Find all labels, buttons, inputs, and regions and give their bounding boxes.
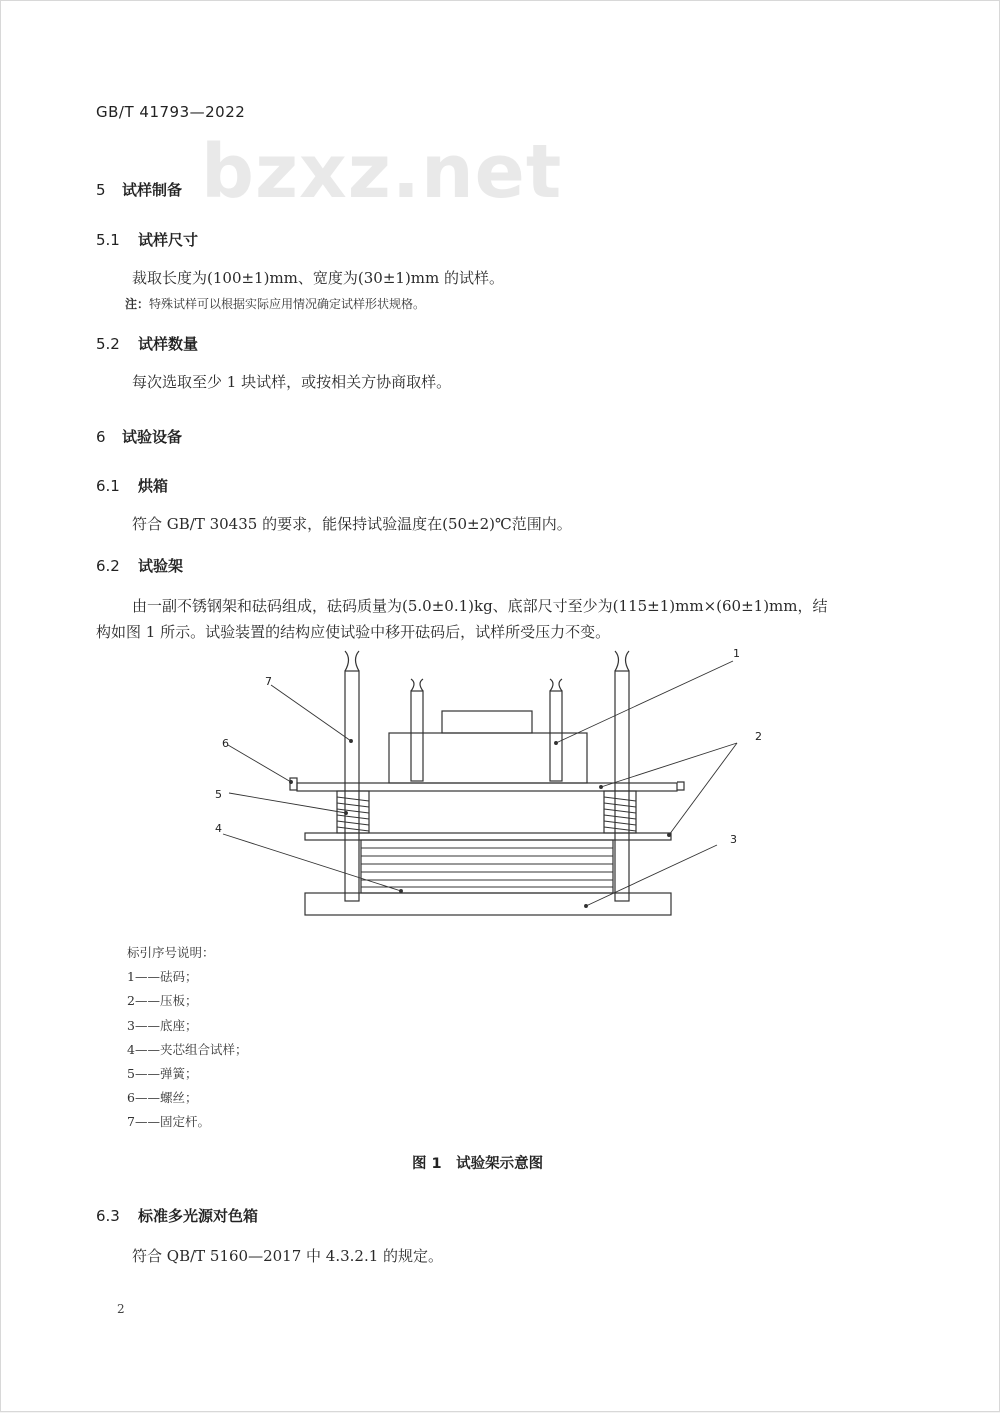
paragraph: 符合 GB/T 30435 的要求，能保持试验温度在(50±2)℃范围内。: [132, 515, 572, 533]
callout-7: 7: [265, 675, 272, 688]
legend-item: 3——底座；: [127, 1018, 198, 1033]
section-6-1-heading: [96, 475, 168, 496]
callout-5: 5: [215, 788, 222, 801]
section-5-2-heading: [96, 333, 198, 354]
watermark: bzxz.net: [201, 129, 563, 215]
section-5-heading: [96, 179, 182, 200]
paragraph: 每次选取至少 1 块试样，或按相关方协商取样。: [132, 373, 452, 391]
section-number: 6: [96, 428, 106, 446]
legend-item: 6——螺丝；: [127, 1090, 198, 1105]
section-6-3-heading: [96, 1205, 258, 1226]
callout-4: 4: [215, 822, 222, 835]
paragraph: 裁取长度为(100±1)mm、宽度为(30±1)mm 的试样。: [132, 269, 505, 287]
section-title: 试样制备: [122, 181, 183, 199]
callout-3: 3: [730, 833, 737, 846]
legend-item: 7——固定杆。: [127, 1114, 210, 1129]
section-title: 标准多光源对色箱: [138, 1207, 259, 1225]
legend-item: 4——夹芯组合试样；: [127, 1042, 248, 1057]
section-number: 5: [96, 181, 106, 199]
section-number: 5.2: [96, 335, 120, 353]
section-title: 试验设备: [122, 428, 183, 446]
standard-code: GB/T 41793—2022: [96, 103, 246, 121]
paragraph-line: 由一副不锈钢架和砝码组成，砝码质量为(5.0±0.1)kg、底部尺寸至少为(115±1)mm×(60±1)mm，结: [132, 597, 828, 615]
section-title: 试验架: [138, 557, 184, 575]
legend-item: 1——砝码；: [127, 969, 198, 984]
section-6-heading: [96, 426, 182, 447]
section-title: 烘箱: [138, 477, 169, 495]
legend-item: 5——弹簧；: [127, 1066, 198, 1081]
callout-2: 2: [755, 730, 762, 743]
section-number: 5.1: [96, 231, 120, 249]
figure-caption: 图 1 试验架示意图: [412, 1156, 544, 1172]
paragraph: 符合 QB/T 5160—2017 中 4.3.2.1 的规定。: [132, 1247, 444, 1265]
section-5-1-heading: [96, 229, 198, 250]
legend-title: 标引序号说明：: [127, 945, 215, 960]
section-title: 试样尺寸: [138, 231, 199, 249]
test-rack-diagram: [1, 641, 1000, 931]
note-text: 特殊试样可以根据实际应用情况确定试样形状规格。: [149, 297, 426, 311]
section-6-2-heading: [96, 555, 183, 576]
callout-1: 1: [733, 647, 740, 660]
section-title: 试样数量: [138, 335, 199, 353]
legend-item: 2——压板；: [127, 993, 198, 1008]
note: [125, 295, 425, 312]
section-number: 6.1: [96, 477, 120, 495]
note-label: 注：: [125, 297, 150, 311]
page-number: 2: [117, 1302, 125, 1316]
callout-6: 6: [222, 737, 229, 750]
paragraph-line: 构如图 1 所示。试验装置的结构应使试验中移开砝码后，试样所受压力不变。: [96, 623, 611, 641]
section-number: 6.3: [96, 1207, 120, 1225]
section-number: 6.2: [96, 557, 120, 575]
